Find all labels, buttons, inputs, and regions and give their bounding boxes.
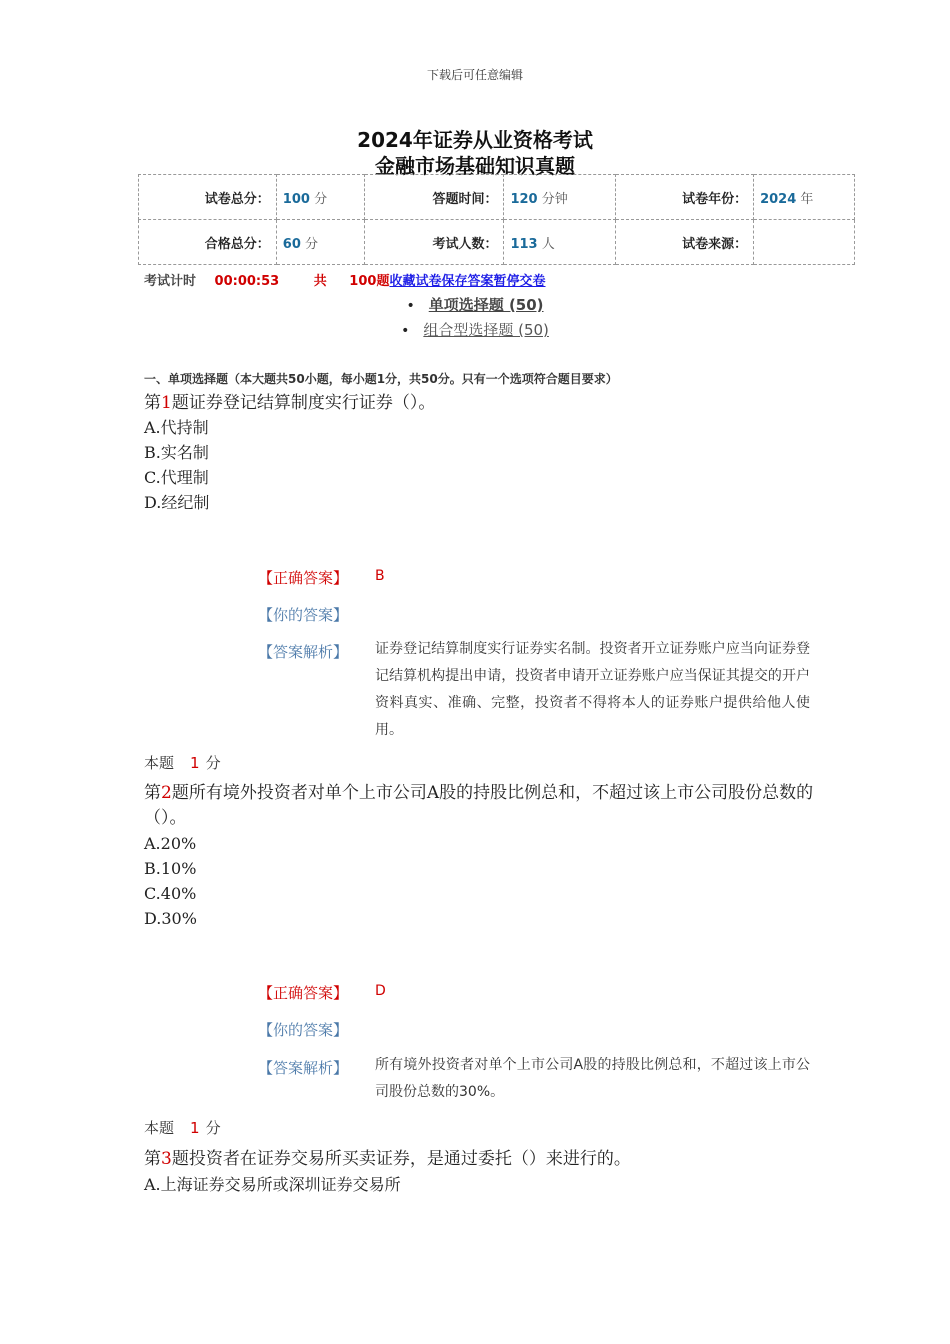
exam-info-table <box>138 174 855 265</box>
question-prefix: 第 <box>144 783 161 803</box>
option-c[interactable]: C.40% <box>144 884 197 903</box>
question-number: 2 <box>161 783 172 803</box>
section-heading: 一、单项选择题（本大题共50小题，每小题1分，共50分。只有一个选项符合题目要求） <box>144 372 618 386</box>
option-a[interactable]: A.上海证券交易所或深圳证券交易所 <box>144 1175 401 1194</box>
question-stem: 证券登记结算制度实行证券（）。 <box>188 393 436 413</box>
header-note: 下载后可任意编辑 <box>426 68 523 82</box>
your-answer-label: 【你的答案】 <box>258 1021 349 1039</box>
score-value: 1 <box>190 754 200 772</box>
option-b[interactable]: B.实名制 <box>144 443 209 462</box>
option-b[interactable]: B.10% <box>144 859 197 878</box>
pass-score-number: 60 <box>282 236 301 252</box>
time-number: 120 <box>510 191 538 207</box>
examinees-value <box>504 220 616 265</box>
correct-answer-label: 【正确答案】 <box>258 569 349 587</box>
question-stem: 所有境外投资者对单个上市公司A股的持股比例总和，不超过该上市公司股份总数的（）。 <box>144 783 814 828</box>
year-label: 试卷年份： <box>616 175 754 220</box>
score-unit: 分 <box>205 754 221 772</box>
toc-bullet: • <box>406 298 415 314</box>
toc-item-combined-choice <box>0 319 950 340</box>
toc-link-combined-choice[interactable]: 组合型选择题 (50) <box>423 321 549 339</box>
correct-answer-value: D <box>375 983 386 999</box>
analysis-label: 【答案解析】 <box>258 1059 349 1077</box>
favorite-exam-link[interactable]: 收藏试卷 <box>389 274 442 289</box>
timer-value: 00:00:53 <box>214 274 280 289</box>
total-questions-suffix: 题 <box>376 274 390 289</box>
correct-answer-value: B <box>375 568 385 584</box>
toc-link-single-choice[interactable]: 单项选择题 (50) <box>428 296 544 314</box>
analysis-text: 证券登记结算制度实行证券实名制。投资者开立证券账户应当向证券登记结算机构提出申请，投资者申请开立证券账户应当保证其提交的开户资料真实、准确、完整，投资者不得将本人的证券账户提供给他人使用。 <box>375 641 810 738</box>
question-3-text <box>144 1147 814 1172</box>
pass-score-label: 合格总分： <box>139 220 277 265</box>
source-label: 试卷来源： <box>616 220 754 265</box>
exam-timer-bar <box>144 270 546 289</box>
examinees-unit: 人 <box>541 236 555 252</box>
examinees-number: 113 <box>510 236 538 252</box>
option-a[interactable]: A.20% <box>144 834 197 853</box>
question-score <box>144 1117 221 1138</box>
page-subtitle: 金融市场基础知识真题 <box>375 154 575 178</box>
question-number: 1 <box>161 393 172 413</box>
analysis-text: 所有境外投资者对单个上市公司A股的持股比例总和，不超过该上市公司股份总数的30%。 <box>375 1057 810 1100</box>
question-score <box>144 752 221 773</box>
option-c[interactable]: C.代理制 <box>144 468 209 487</box>
question-suffix: 题 <box>171 783 189 803</box>
save-answers-link[interactable]: 保存答案 <box>441 274 494 289</box>
year-unit: 年 <box>800 191 814 207</box>
question-2-text <box>144 781 814 831</box>
total-score-value <box>276 175 364 220</box>
timer-label: 考试计时 <box>144 274 197 289</box>
time-label: 答题时间： <box>364 175 504 220</box>
question-prefix: 第 <box>144 393 161 413</box>
score-unit: 分 <box>205 1119 221 1137</box>
page-title: 2024年证券从业资格考试 <box>357 128 593 152</box>
question-stem: 投资者在证券交易所买卖证券，是通过委托（）来进行的。 <box>188 1149 631 1169</box>
total-questions-prefix: 共 <box>313 274 327 289</box>
year-number: 2024 <box>760 191 797 207</box>
year-value <box>754 175 855 220</box>
pause-link[interactable]: 暂停 <box>493 274 520 289</box>
question-prefix: 第 <box>144 1149 161 1169</box>
source-value <box>754 220 855 265</box>
option-a[interactable]: A.代持制 <box>144 418 209 437</box>
toc-bullet: • <box>401 323 410 339</box>
correct-answer-label: 【正确答案】 <box>258 984 349 1002</box>
pass-score-value <box>276 220 364 265</box>
examinees-label: 考试人数： <box>364 220 504 265</box>
total-score-label: 试卷总分： <box>139 175 277 220</box>
toc-item-single-choice <box>0 294 950 315</box>
question-1-text <box>144 391 814 416</box>
analysis-label: 【答案解析】 <box>258 643 349 661</box>
question-suffix: 题 <box>171 1149 189 1169</box>
pass-score-unit: 分 <box>305 236 319 252</box>
option-d[interactable]: D.经纪制 <box>144 493 210 512</box>
total-score-number: 100 <box>282 191 310 207</box>
time-value <box>504 175 616 220</box>
time-unit: 分钟 <box>541 191 568 207</box>
info-row <box>139 220 855 265</box>
question-suffix: 题 <box>171 393 189 413</box>
your-answer-label: 【你的答案】 <box>258 606 349 624</box>
option-d[interactable]: D.30% <box>144 909 197 928</box>
score-value: 1 <box>190 1119 200 1137</box>
score-prefix: 本题 <box>144 754 175 772</box>
score-prefix: 本题 <box>144 1119 175 1137</box>
info-row <box>139 175 855 220</box>
total-score-unit: 分 <box>314 191 328 207</box>
total-questions-count: 100 <box>349 274 377 289</box>
question-number: 3 <box>161 1149 172 1169</box>
submit-exam-link[interactable]: 交卷 <box>519 274 546 289</box>
